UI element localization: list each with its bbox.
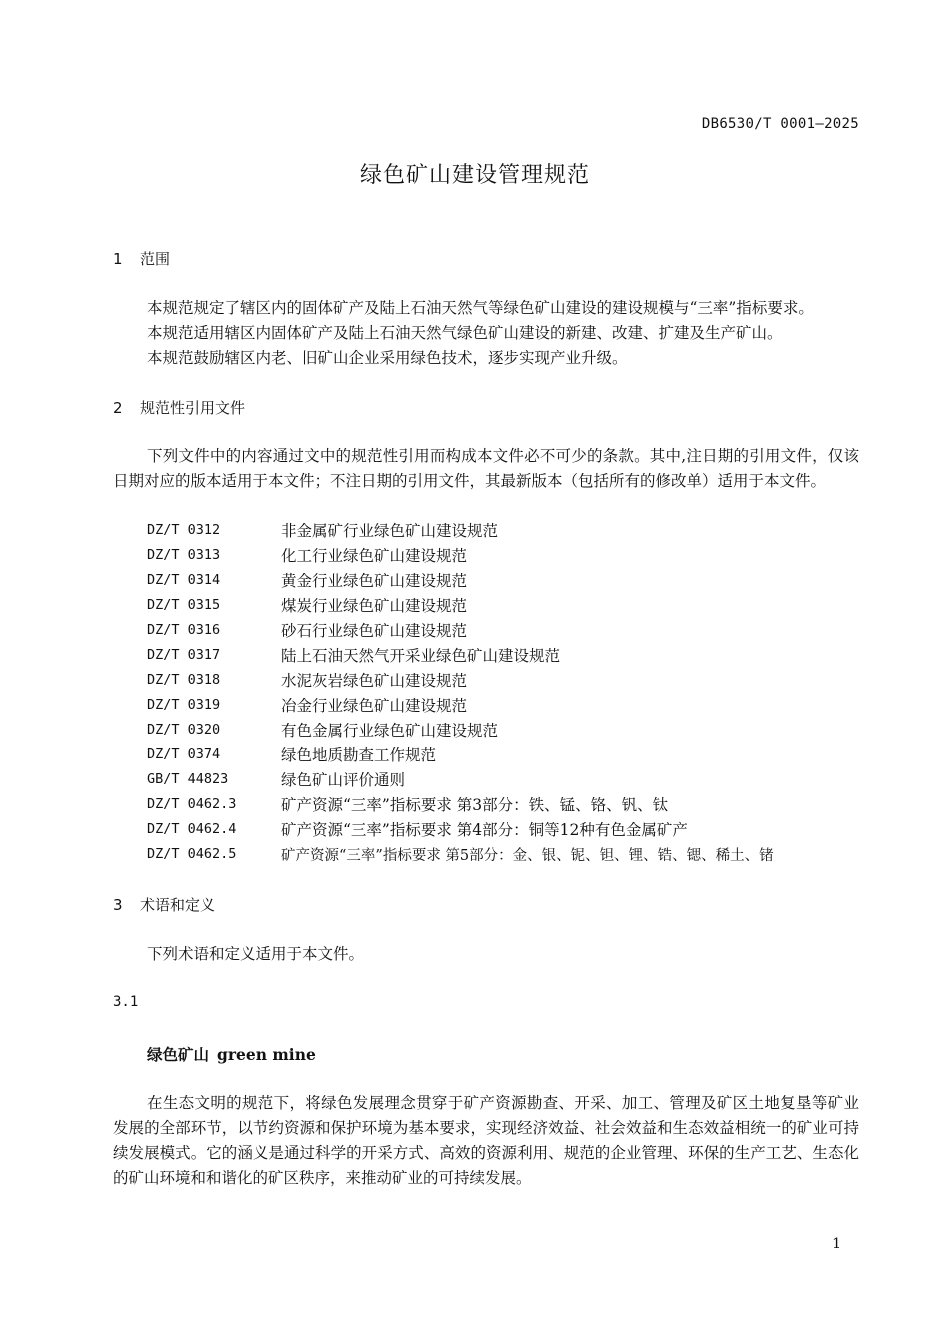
section-title: 术语和定义 <box>140 896 216 914</box>
reference-item <box>147 642 774 667</box>
term-definition-text: 在生态文明的规范下，将绿色发展理念贯穿于矿产资源勘查、开采、加工、管理及矿区土地复垦等矿业发展的全部环节，以节约资源和保护环境为基本要求，实现经济效益、社会效益和生态效益相统一的矿业可持续发展模式。它的涵义是通过科学的开采方式、高效的资源利用、规范的企业管理、环保的生产工艺、生态化的矿山环境和和谐化的矿区秩序，来推动矿业的可持续发展。 <box>113 1094 859 1187</box>
reference-item <box>147 717 774 742</box>
reference-title: 矿产资源“三率”指标要求 第4部分：铜等12种有色金属矿产 <box>281 821 688 840</box>
reference-code: DZ/T 0313 <box>147 547 221 564</box>
term-heading <box>147 1043 316 1065</box>
reference-item <box>147 543 774 568</box>
reference-code: DZ/T 0319 <box>147 696 221 713</box>
reference-item <box>147 767 774 792</box>
reference-title: 有色金属行业绿色矿山建设规范 <box>281 721 499 740</box>
reference-item <box>147 518 774 543</box>
section-title: 范围 <box>140 250 171 268</box>
reference-code: DZ/T 0374 <box>147 746 221 763</box>
page-number: 1 <box>832 1236 841 1252</box>
section-heading-1 <box>113 248 170 269</box>
reference-item <box>147 842 774 867</box>
document-title: 绿色矿山建设管理规范 <box>359 163 590 188</box>
reference-title: 绿色地质勘查工作规范 <box>281 746 437 765</box>
document-code: DB6530/T 0001—2025 <box>701 116 859 132</box>
references-intro-text: 下列文件中的内容通过文中的规范性引用而构成本文件必不可少的条款。其中,注日期的引用文件，仅该日期对应的版本适用于本文件；不注日期的引用文件，其最新版本（包括所有的修改单）适用于本文件。 <box>113 447 859 490</box>
reference-item <box>147 667 774 692</box>
reference-title: 化工行业绿色矿山建设规范 <box>281 547 468 566</box>
reference-code: DZ/T 0320 <box>147 721 221 738</box>
reference-code: DZ/T 0462.4 <box>147 821 237 838</box>
reference-code: DZ/T 0317 <box>147 646 221 663</box>
reference-title: 黄金行业绿色矿山建设规范 <box>281 572 468 591</box>
reference-code: GB/T 44823 <box>147 771 229 788</box>
section-heading-3 <box>113 894 215 915</box>
scope-paragraph-2: 本规范适用辖区内固体矿产及陆上石油天然气绿色矿山建设的新建、改建、扩建及生产矿山。 <box>147 324 783 342</box>
reference-code: DZ/T 0316 <box>147 622 221 638</box>
scope-paragraph-1: 本规范规定了辖区内的固体矿产及陆上石油天然气等绿色矿山建设的建设规模与“三率”指标要求。 <box>147 299 814 317</box>
reference-title: 水泥灰岩绿色矿山建设规范 <box>281 671 468 690</box>
reference-code: DZ/T 0314 <box>147 572 221 589</box>
reference-code: DZ/T 0312 <box>147 522 221 539</box>
section-number: 1 <box>113 250 123 268</box>
section-heading-2 <box>113 397 245 418</box>
reference-title: 矿产资源“三率”指标要求 第5部分：金、银、铌、钽、锂、锆、锶、稀土、锗 <box>281 847 774 864</box>
section-number: 3 <box>113 896 123 914</box>
reference-item <box>147 593 774 618</box>
scope-paragraph-3: 本规范鼓励辖区内老、旧矿山企业采用绿色技术，逐步实现产业升级。 <box>147 349 628 367</box>
reference-list <box>147 518 774 866</box>
section-number: 2 <box>113 399 123 417</box>
section-title: 规范性引用文件 <box>140 399 246 417</box>
reference-item <box>147 618 774 643</box>
reference-item <box>147 792 774 817</box>
reference-title: 砂石行业绿色矿山建设规范 <box>281 622 468 640</box>
term-english: green mine <box>217 1045 316 1064</box>
reference-title: 陆上石油天然气开采业绿色矿山建设规范 <box>281 646 561 665</box>
reference-title: 冶金行业绿色矿山建设规范 <box>281 696 468 715</box>
reference-code: DZ/T 0315 <box>147 597 221 614</box>
reference-code: DZ/T 0462.5 <box>147 846 237 863</box>
reference-item <box>147 568 774 593</box>
reference-title: 绿色矿山评价通则 <box>281 771 406 790</box>
references-intro-paragraph <box>113 444 859 494</box>
reference-code: DZ/T 0318 <box>147 671 221 688</box>
terms-intro-paragraph: 下列术语和定义适用于本文件。 <box>147 945 365 963</box>
reference-item <box>147 817 774 842</box>
reference-code: DZ/T 0462.3 <box>147 796 237 813</box>
subsection-number: 3.1 <box>113 994 139 1010</box>
reference-item <box>147 692 774 717</box>
term-chinese: 绿色矿山 <box>147 1045 210 1064</box>
reference-item <box>147 742 774 767</box>
reference-title: 矿产资源“三率”指标要求 第3部分：铁、锰、铬、钒、钛 <box>281 796 669 815</box>
term-definition-paragraph <box>113 1091 859 1191</box>
reference-title: 非金属矿行业绿色矿山建设规范 <box>281 522 499 541</box>
reference-title: 煤炭行业绿色矿山建设规范 <box>281 597 468 616</box>
